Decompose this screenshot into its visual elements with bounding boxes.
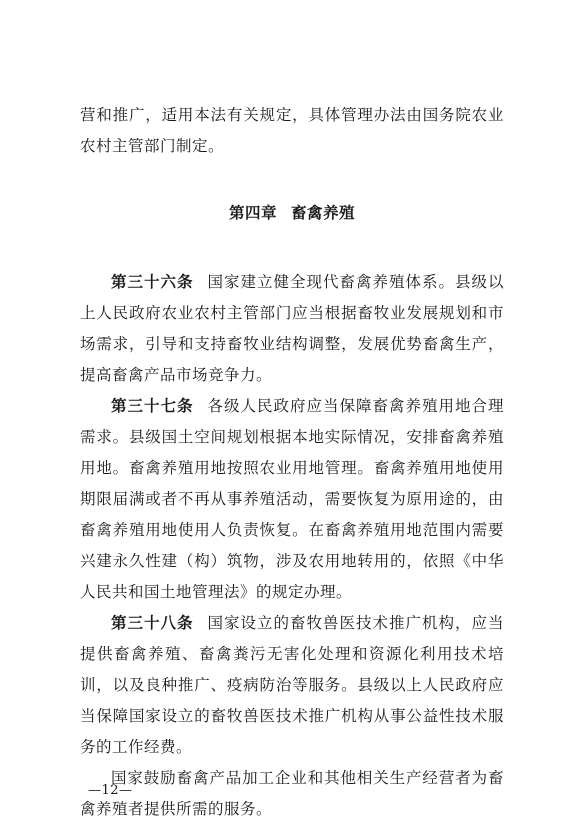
- article-37: [80, 391, 504, 608]
- chapter-title: 畜禽养殖: [291, 204, 356, 222]
- document-body: [80, 100, 504, 825]
- closing-paragraph: 国家鼓励畜禽产品加工企业和其他相关生产经营者为畜禽养殖者提供所需的服务。: [80, 769, 504, 818]
- intro-paragraph: 营和推广，适用本法有关规定，具体管理办法由国务院农业农村主管部门制定。: [80, 106, 504, 155]
- article-text: 国家建立健全现代畜禽养殖体系。县级以上人民政府农业农村主管部门应当根据畜牧业发展规划和市场需求，引导和支持畜牧业结构调整，发展优势畜禽生产，提高畜禽产品市场竞争力。: [80, 273, 504, 384]
- chapter-number: 第四章: [228, 204, 277, 222]
- article-text: 各级人民政府应当保障畜禽养殖用地合理需求。县级国土空间规划根据本地实际情况，安排畜禽养殖用地。畜禽养殖用地按照农业用地管理。畜禽养殖用地使用期限届满或者不再从事养殖活动，需要恢复为原用途的，由畜禽养殖用地使用人负责恢复。在畜禽养殖用地范围内需要兴建永久性建（构）筑物，涉及农用地转用的，依照《中华人民共和国土地管理法》的规定办理。: [80, 397, 504, 601]
- article-36: [80, 267, 504, 391]
- page-number: —12—: [88, 783, 133, 798]
- article-number: 第三十八条: [111, 614, 194, 632]
- article-number: 第三十七条: [111, 397, 194, 415]
- article-text: 国家设立的畜牧兽医技术推广机构，应当提供畜禽养殖、畜禽粪污无害化处理和资源化利用技术培训，以及良种推广、疫病防治等服务。县级以上人民政府应当保障国家设立的畜牧兽医技术推广机构从事公益性技术服务的工作经费。: [80, 614, 504, 756]
- article-number: 第三十六条: [111, 273, 194, 291]
- article-38: [80, 608, 504, 763]
- chapter-heading: [80, 198, 504, 229]
